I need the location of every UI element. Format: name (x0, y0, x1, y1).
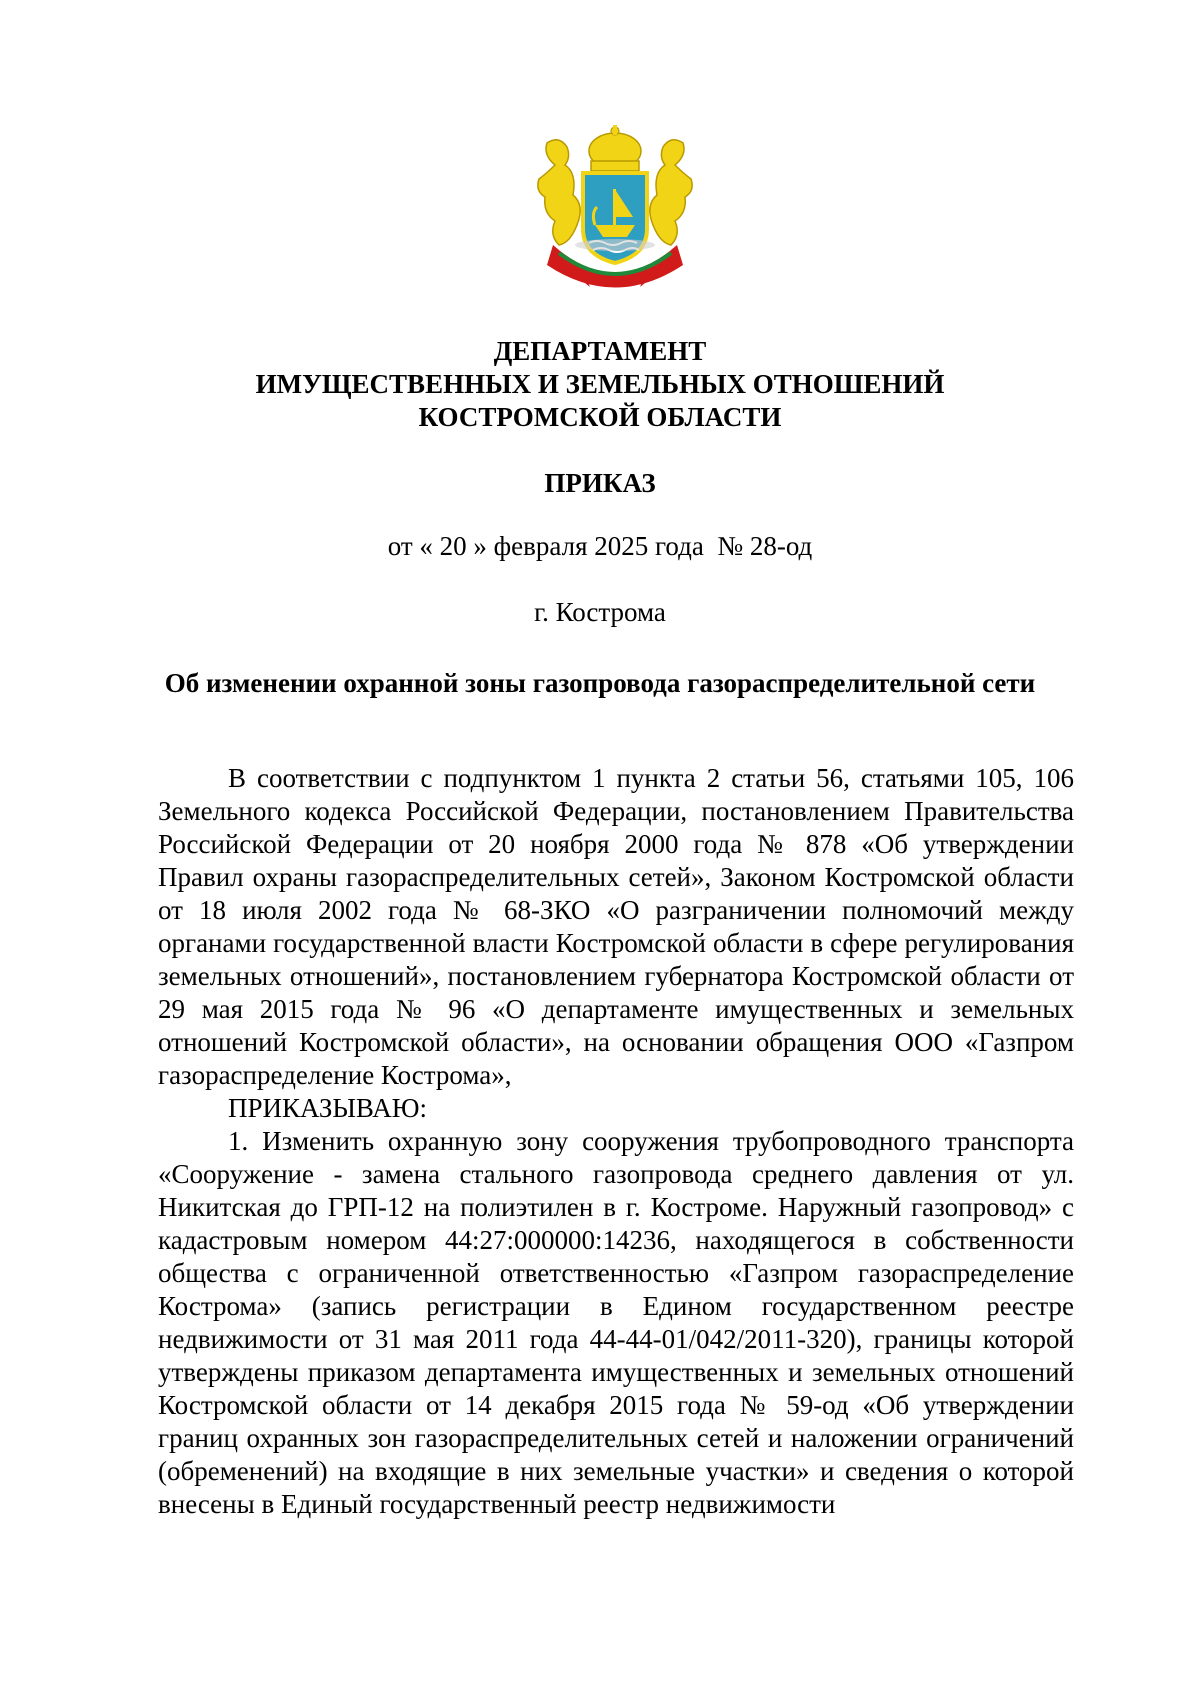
preamble-paragraph: В соответствии с подпунктом 1 пункта 2 статьи 56, статьями 105, 106 Земельного кодекса Российской Федерации, постановлением Правительства Российской Федерации от 20 ноября 2000 года № 878 «Об утверждении Правил охраны газораспределительных сетей», Законом Костромской области от 18 июля 2002 года № 68-ЗКО «О разграничении полномочий между органами государственной власти Костромской области в сфере регулирования земельных отношений», постановлением губернатора Костромской области от 29 мая 2015 года № 96 «О департаменте имущественных и земельных отношений Костромской области», на основании обращения ООО «Газпром газораспределение Кострома», (158, 763, 1074, 1090)
item-1-paragraph: 1. Изменить охранную зону сооружения трубопроводного транспорта «Сооружение - замена стального газопровода среднего давления от ул. Никитская до ГРП-12 на полиэтилен в г. Костроме. Наружный газопровод» с кадастровым номером 44:27:000000:14236, находящегося в собственности общества с ограниченной ответственностью «Газпром газораспределение Кострома» (запись регистрации в Едином государственном реестре недвижимости от 31 мая 2011 года 44-44-01/042/2011-320), границы которой утверждены приказом департамента имущественных и земельных отношений Костромской области от 14 декабря 2015 года № 59-од «Об утверждении границ охранных зон газораспределительных сетей и наложении ограничений (обременений) на входящие в них земельные участки» и сведения о которой внесены в Единый государственный реестр недвижимости (158, 1126, 1074, 1519)
document-date-number: от « 20 » февраля 2025 года № 28-од (387, 531, 813, 561)
order-word: ПРИКАЗЫВАЮ: (228, 1093, 427, 1123)
document-subject: Об изменении охранной зоны газопровода газораспределительной сети (164, 668, 1036, 698)
document-city: г. Кострома (534, 597, 666, 627)
department-name (0, 335, 1200, 434)
department-line-3: КОСТРОМСКОЙ ОБЛАСТИ (418, 402, 782, 432)
document-body (158, 762, 1074, 1521)
department-line-2: ИМУЩЕСТВЕННЫХ И ЗЕМЕЛЬНЫХ ОТНОШЕНИЙ (255, 369, 945, 399)
department-line-1: ДЕПАРТАМЕНТ (493, 336, 707, 366)
coat-of-arms-icon (515, 125, 715, 295)
document-type: ПРИКАЗ (544, 468, 656, 498)
